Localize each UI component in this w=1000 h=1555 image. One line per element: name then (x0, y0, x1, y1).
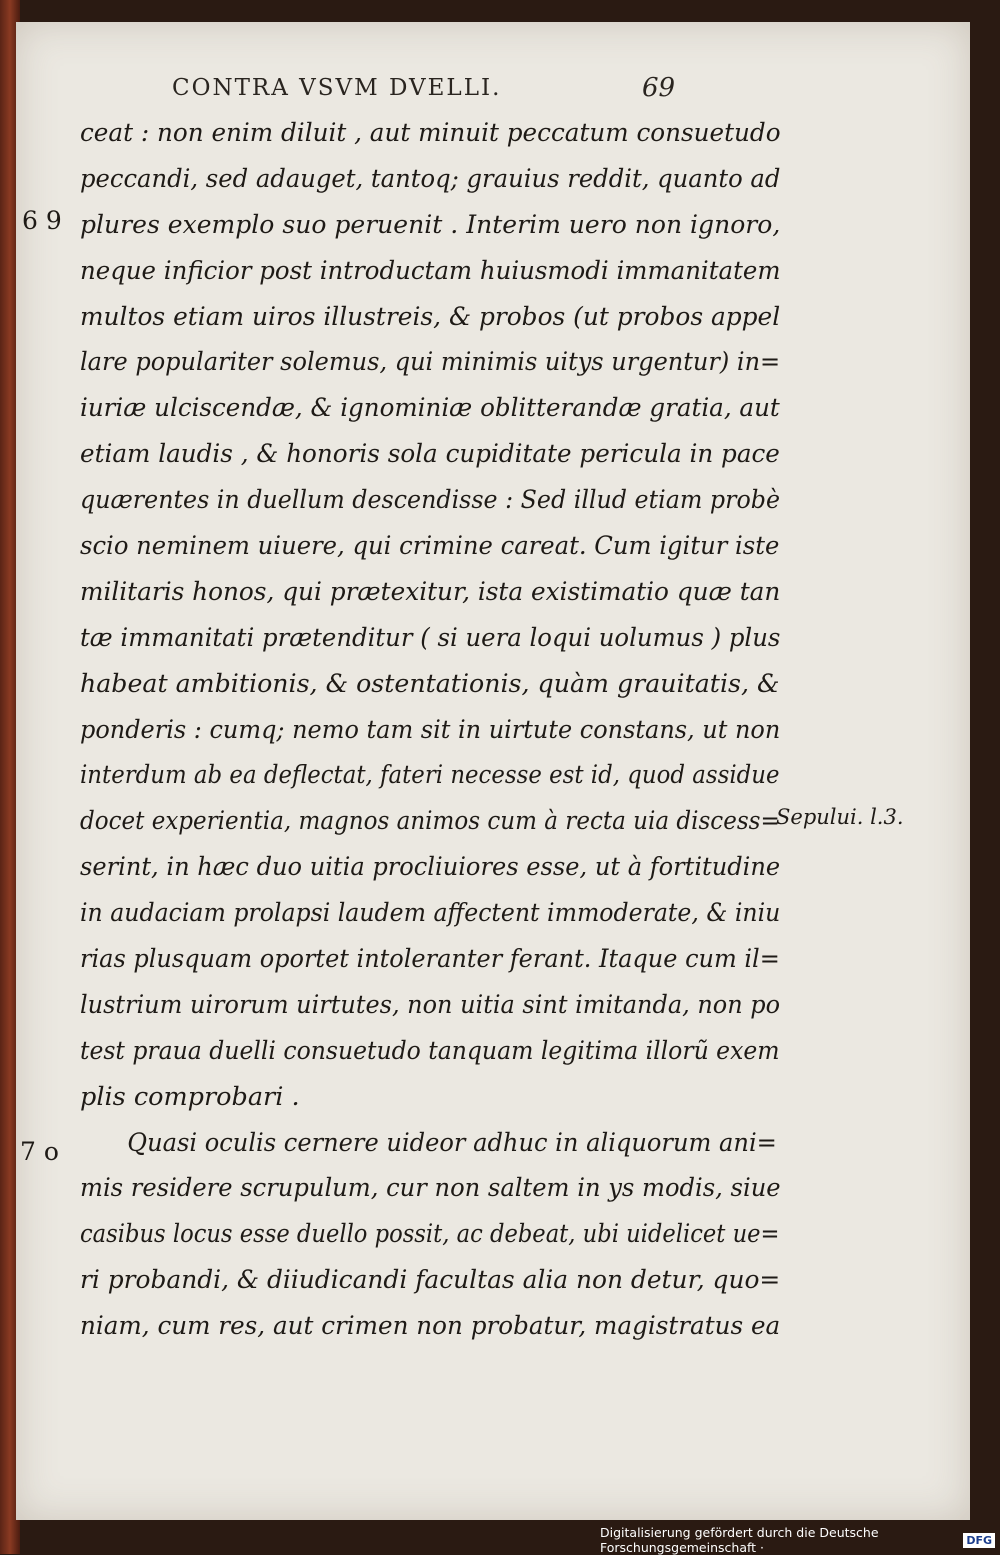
text-line: ceat : non enim diluit , aut minuit peccatum consuetudo (80, 118, 781, 148)
text-line: tæ immanitati prætenditur ( si uera loqui uolumus ) plus (80, 622, 781, 653)
digitization-credit (600, 1525, 995, 1555)
margin-note: Sepului. l.3. (776, 805, 904, 829)
page-number: 69 (642, 73, 676, 103)
section-number-69: 6 9 (22, 206, 62, 235)
text-line: casibus locus esse duello possit, ac debeat, ubi uidelicet ue= (80, 1219, 780, 1250)
text-line: lare populariter solemus, qui minimis uitys urgentur) in= (80, 347, 781, 378)
running-title: CONTRA VSVM DVELLI. (172, 75, 502, 101)
text-line: rias plusquam oportet intoleranter ferant. Itaque cum il= (80, 944, 780, 975)
section-number-70: 7 o (20, 1137, 59, 1166)
text-line: ponderis : cumq; nemo tam sit in uirtute constans, ut non (80, 714, 781, 745)
text-line: peccandi, sed adauget, tantoq; grauius reddit, quanto ad (80, 163, 781, 194)
text-line: iuriæ ulciscendæ, & ignominiæ oblitterandæ gratia, aut (80, 393, 780, 424)
text-line: plis comprobari . (80, 1081, 300, 1112)
credit-text: Digitalisierung gefördert durch die Deutsche Forschungsgemeinschaft · (600, 1525, 879, 1555)
text-line: scio neminem uiuere, qui crimine careat. Cum igitur iste (80, 531, 780, 562)
text-line: in audaciam prolapsi laudem affectent immoderate, & iniu (80, 898, 781, 929)
text-line: mis residere scrupulum, cur non saltem in ys modis, siue (80, 1173, 781, 1204)
text-line: test praua duelli consuetudo tanquam legitima illorũ exem (80, 1035, 780, 1066)
text-line: etiam laudis , & honoris sola cupiditate pericula in pace (80, 439, 780, 470)
text-line: neque inficior post introductam huiusmodi immanitatem (80, 255, 781, 286)
text-line: ri probandi, & diiudicandi facultas alia non detur, quo= (80, 1265, 781, 1296)
text-line: militaris honos, qui prætexitur, ista existimatio quæ tan (80, 576, 781, 607)
body-text (80, 111, 780, 1350)
text-line: Quasi oculis cernere uideor adhuc in aliquorum ani= (127, 1127, 777, 1158)
text-line: docet experientia, magnos animos cum à recta uia discess= (80, 806, 780, 837)
text-line: serint, in hæc duo uitia procliuiores esse, ut à fortitudine (80, 852, 781, 883)
text-line: plures exemplo suo peruenit . Interim uero non ignoro, (80, 209, 781, 240)
text-line: interdum ab ea deflectat, fateri necesse est id, quod assidue (80, 760, 780, 791)
dfg-logo: DFG (963, 1533, 995, 1548)
text-line: quærentes in duellum descendisse : Sed illud etiam probè (80, 485, 781, 516)
text-line: lustrium uirorum uirtutes, non uitia sint imitanda, non po (80, 989, 781, 1020)
text-line: habeat ambitionis, & ostentationis, quàm grauitatis, & (80, 668, 780, 699)
text-line: niam, cum res, aut crimen non probatur, magistratus ea (80, 1311, 781, 1342)
text-line: multos etiam uiros illustreis, & probos (ut probos appel (80, 301, 781, 332)
